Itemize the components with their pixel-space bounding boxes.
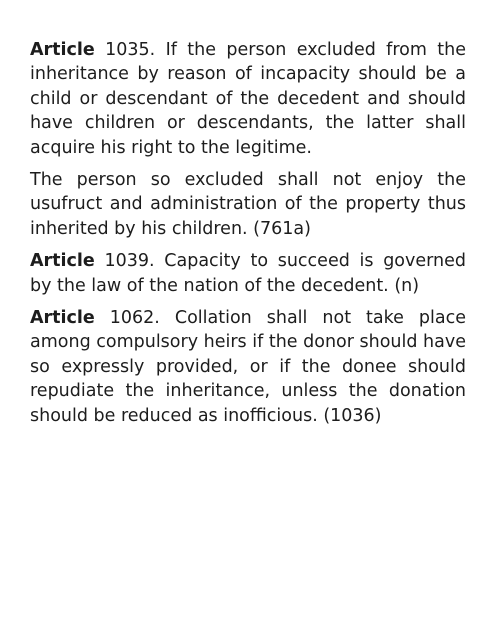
document-body [30, 38, 466, 436]
article-label: Article [30, 40, 95, 60]
article-1035-text: 1035. If the person excluded from the inheritance by reason of incapacity should be a child or descendant of the decedent and should have children or descendants, the latter shall acquire his right to the legitime. [30, 40, 466, 158]
article-1035-continuation-paragraph [30, 168, 466, 241]
article-1062-paragraph [30, 306, 466, 428]
article-label: Article [30, 308, 95, 329]
article-1035-paragraph [30, 38, 466, 160]
article-1035-continuation-text: The person so excluded shall not enjoy the usufruct and administration of the property thus inherited by his children. (761a) [30, 170, 466, 239]
article-1039-text: 1039. Capacity to succeed is governed by the law of the nation of the decedent. (n) [30, 251, 466, 296]
article-1039-paragraph [30, 249, 466, 298]
article-1062-text: 1062. Collation shall not take place among compulsory heirs if the donor should have so expressly provided, or if the donee should repudiate the inheritance, unless the donation should be reduced as inofficious. (1036) [30, 308, 466, 426]
article-label: Article [30, 251, 95, 272]
